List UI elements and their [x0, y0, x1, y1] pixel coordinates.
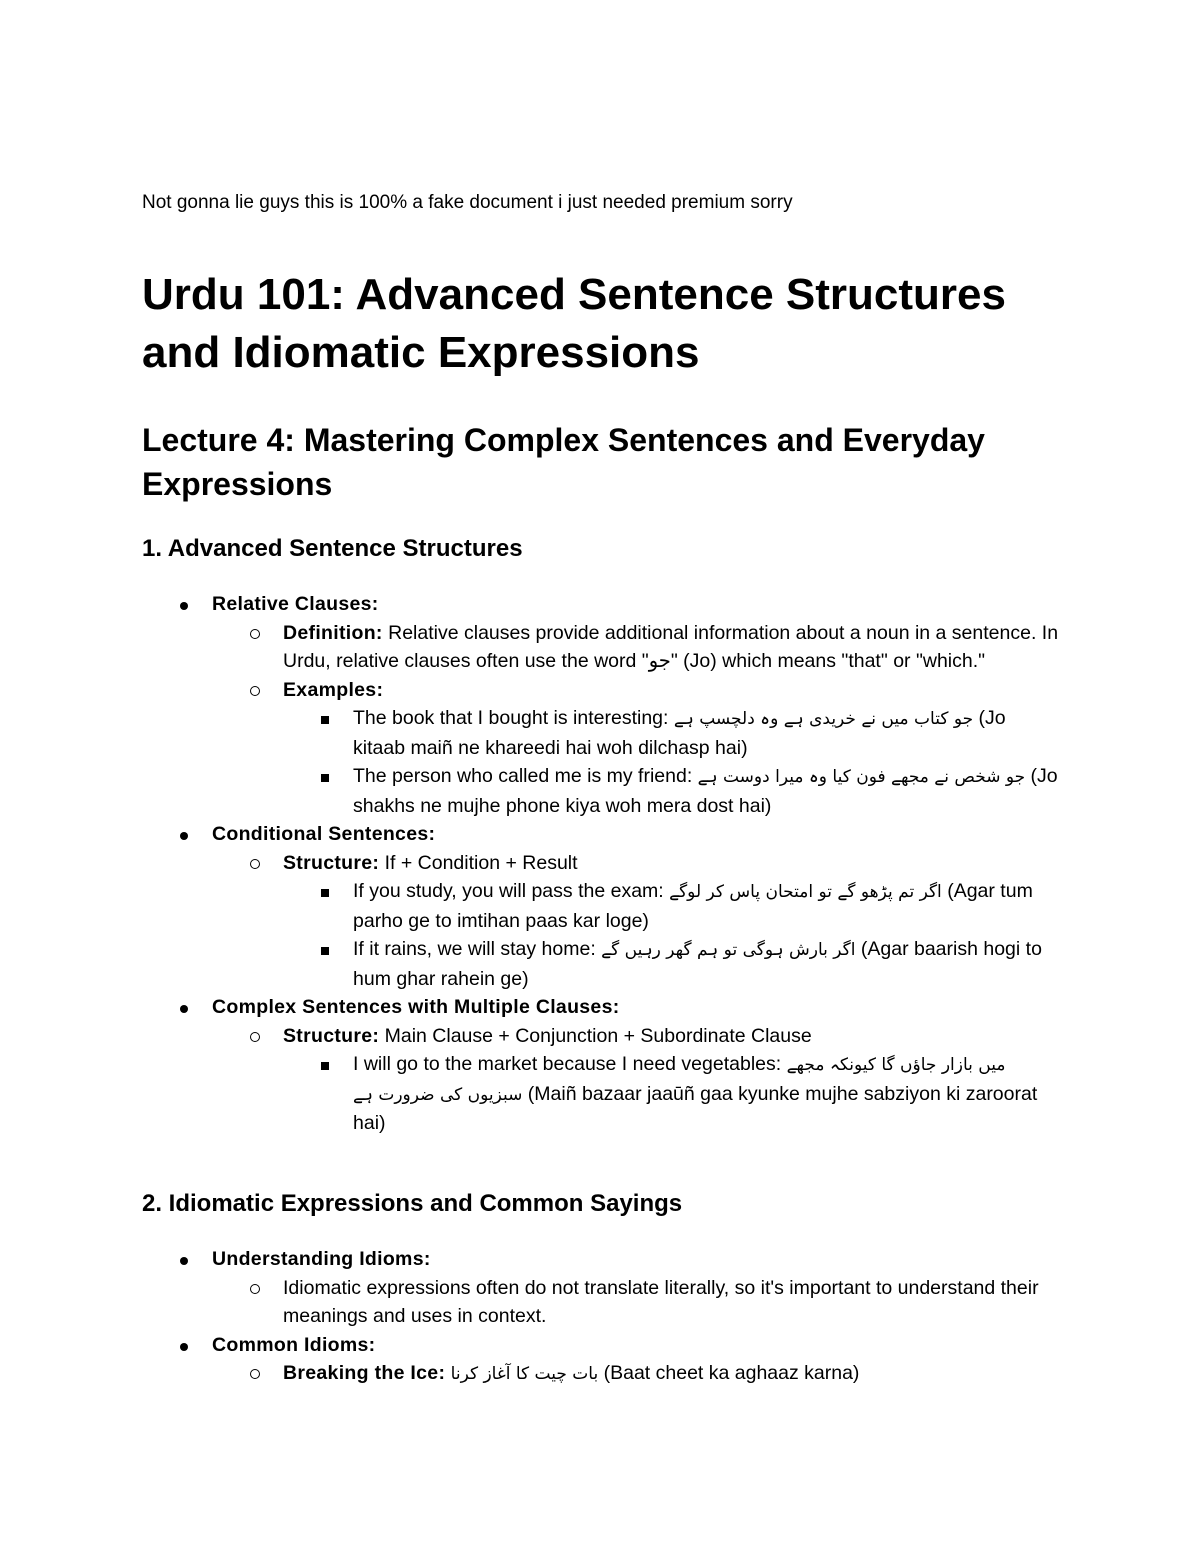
list-item-common-idioms: Common Idioms:: [142, 1331, 1062, 1360]
bullet-circle: [245, 1359, 265, 1388]
bullet-circle: [245, 849, 265, 878]
list-item-understanding-idioms: Understanding Idioms:: [142, 1245, 1062, 1274]
document-title: Urdu 101: Advanced Sentence Structures and Idiomatic Expressions: [142, 270, 1006, 377]
section-heading-advanced-structures: 1. Advanced Sentence Structures: [142, 535, 523, 562]
bullet-circle: [245, 1022, 265, 1051]
example-item: The book that I bought is interesting: جو کتاب میں نے خریدی ہے وہ دلچسپ ہے (Jo kitaab maiñ ne khareedi hai woh dilchasp hai): [142, 704, 1062, 762]
example-item: I will go to the market because I need vegetables: میں بازار جاؤں گا کیونکہ مجھے سبزیوں کی ضرورت ہے (Maiñ bazaar jaaūñ gaa kyunke mujhe sabziyon ki zaroorat hai): [142, 1050, 1062, 1138]
list-item-examples: Examples:: [142, 676, 1062, 705]
bullet-square: [315, 704, 335, 733]
list-item-structure: Structure: If + Condition + Result: [142, 849, 1062, 878]
example-item: If you study, you will pass the exam: اگر تم پڑھو گے تو امتحان پاس کر لوگے (Agar tum parho ge to imtihan paas kar loge): [142, 877, 1062, 935]
bullet-dot: [174, 993, 194, 1022]
list-item-definition: Definition: Relative clauses provide additional information about a noun in a sentence. In Urdu, relative clauses often use the word "جو" (Jo) which means "that" or "which.": [142, 619, 1062, 676]
list-item-idioms-explanation: Idiomatic expressions often do not translate literally, so it's important to understand their meanings and uses in context.: [142, 1274, 1062, 1331]
example-item: The person who called me is my friend: جو شخص نے مجھے فون کیا وہ میرا دوست ہے (Jo shakhs ne mujhe phone kiya woh mera dost hai): [142, 762, 1062, 820]
bullet-square: [315, 1050, 335, 1079]
bullet-dot: [174, 1331, 194, 1360]
author-note: Not gonna lie guys this is 100% a fake document i just needed premium sorry: [142, 192, 793, 213]
lecture-heading: Lecture 4: Mastering Complex Sentences and Everyday Expressions: [142, 422, 985, 502]
bullet-square: [315, 877, 335, 906]
bullet-circle: [245, 1274, 265, 1303]
list-item-conditional-sentences: Conditional Sentences:: [142, 820, 1062, 849]
section-heading-idiomatic-expressions: 2. Idiomatic Expressions and Common Sayings: [142, 1190, 683, 1217]
bullet-dot: [174, 590, 194, 619]
list-item-breaking-the-ice: Breaking the Ice: بات چیت کا آغاز کرنا (Baat cheet ka aghaaz karna): [142, 1359, 1062, 1389]
advanced-structures-list: [142, 590, 1062, 1138]
bullet-square: [315, 762, 335, 791]
idioms-list: [142, 1245, 1062, 1389]
list-item-relative-clauses: Relative Clauses:: [142, 590, 1062, 619]
bullet-circle: [245, 619, 265, 648]
list-item-structure: Structure: Main Clause + Conjunction + Subordinate Clause: [142, 1022, 1062, 1051]
example-item: If it rains, we will stay home: اگر بارش ہوگی تو ہم گھر رہیں گے (Agar baarish hogi to hum ghar rahein ge): [142, 935, 1062, 993]
bullet-circle: [245, 676, 265, 705]
list-item-complex-sentences: Complex Sentences with Multiple Clauses:: [142, 993, 1062, 1022]
bullet-square: [315, 935, 335, 964]
bullet-dot: [174, 1245, 194, 1274]
bullet-dot: [174, 820, 194, 849]
